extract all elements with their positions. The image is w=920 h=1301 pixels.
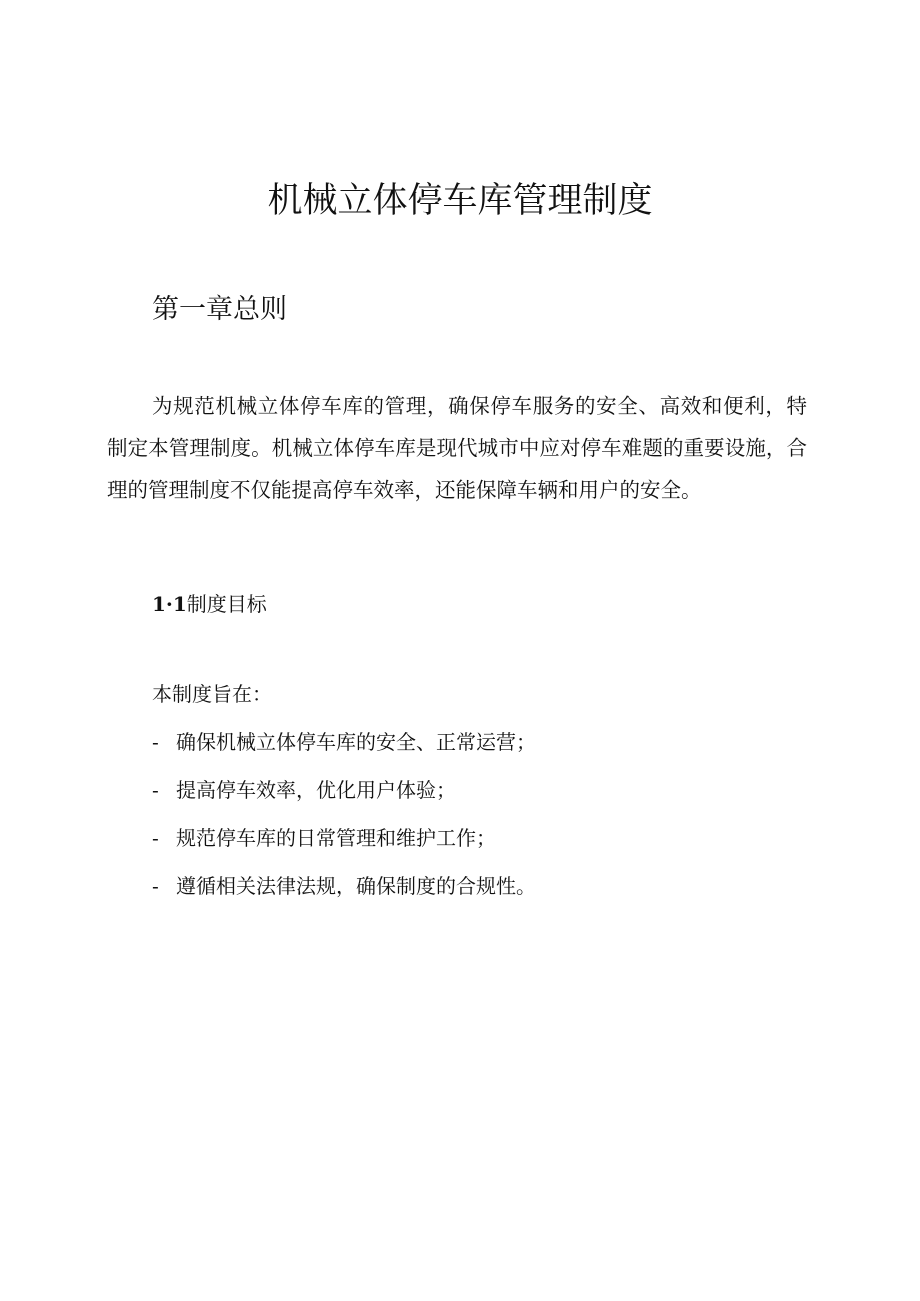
list-item	[152, 822, 536, 870]
document-title: 机械立体停车库管理制度	[267, 181, 653, 221]
chapter-heading: 第一章总则	[152, 294, 287, 325]
list-item-text: 提高停车效率，优化用户体验；	[176, 778, 456, 802]
section-title: 制度目标	[186, 592, 267, 616]
list-item-text: 确保机械立体停车库的安全、正常运营；	[176, 730, 536, 754]
section-heading	[152, 588, 267, 620]
chapter-intro-paragraph: 为规范机械立体停车库的管理，确保停车服务的安全、高效和便利，特制定本管理制度。机械立体停车库是现代城市中应对停车难题的重要设施，合理的管理制度不仅能提高停车效率，还能保障车辆和用户的安全。	[107, 394, 807, 502]
section-lead-text: 本制度旨在：	[152, 682, 272, 706]
section-number: 1·1	[152, 592, 187, 616]
goal-list	[152, 726, 536, 918]
list-marker: -	[152, 730, 159, 754]
list-marker: -	[152, 874, 159, 898]
list-item	[152, 726, 536, 774]
list-item-text: 规范停车库的日常管理和维护工作；	[176, 826, 496, 850]
list-item	[152, 774, 536, 822]
list-item-text: 遵循相关法律法规，确保制度的合规性。	[176, 874, 536, 898]
list-item	[152, 870, 536, 918]
list-marker: -	[152, 826, 159, 850]
list-marker: -	[152, 778, 159, 802]
